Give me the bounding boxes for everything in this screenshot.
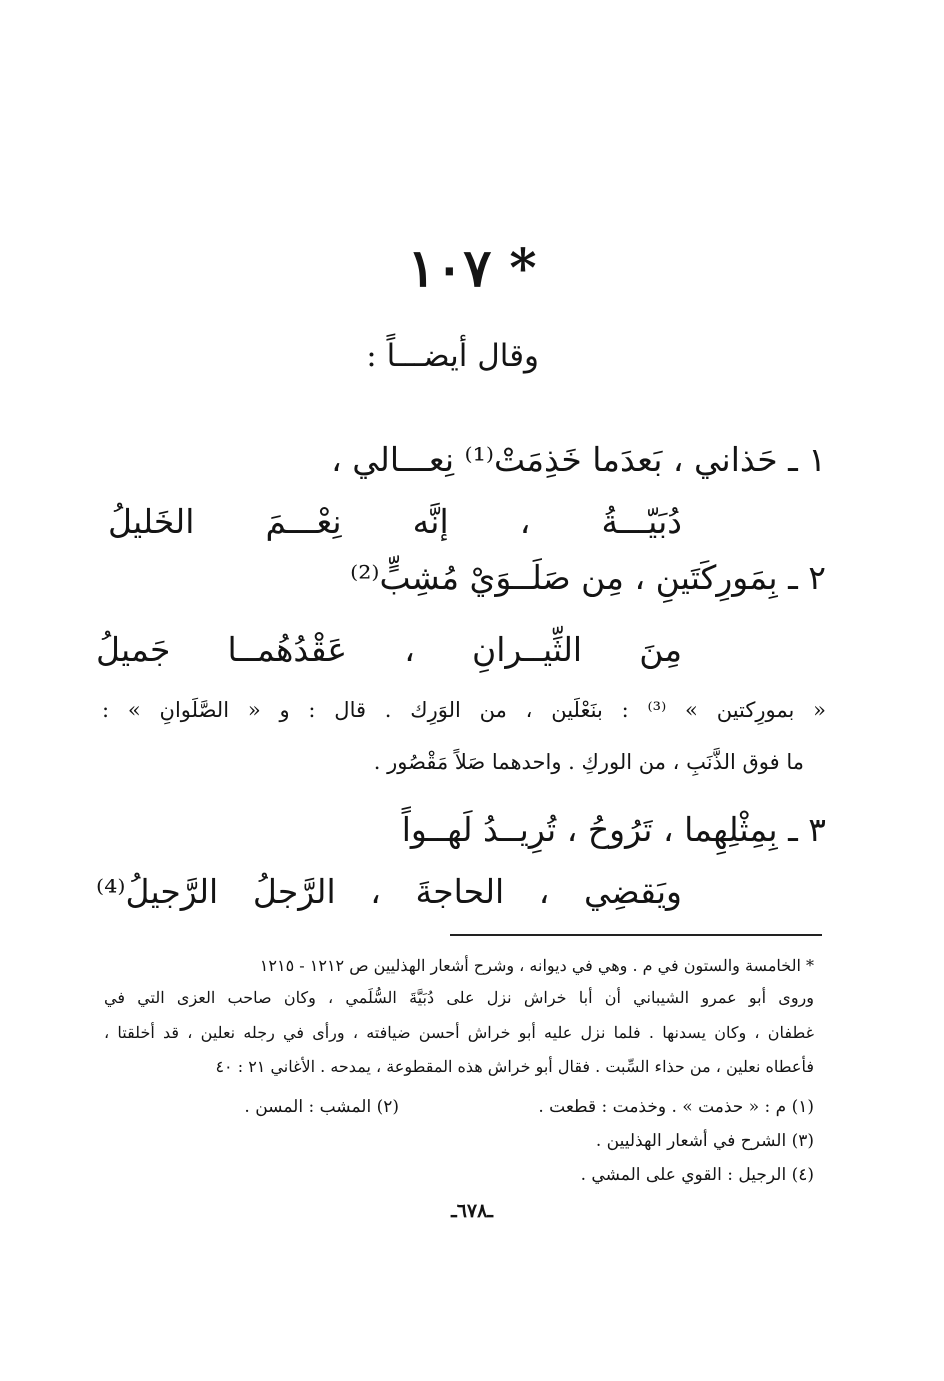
gloss-line-2: ما فوق الذَّنَبِ ، من الوركِ . واحدهما صَلاً مَقْصُور . [373, 750, 804, 774]
verse-1-second-hemistich: دُبَيّـــةُ ، إنَّه نِعْـــمَ الخَليلُ [108, 502, 682, 541]
poem-intro: وقال أيضـــاً : [366, 338, 539, 374]
verse-2-second-hemistich: مِنَ الثِّيــرانِ ، عَقْدُهُمــا جَميلُ [96, 630, 682, 669]
verse-1-first-hemistich: ١ ـ حَذاني ، بَعدَما خَذِمَتْ⁽¹⁾ نِعـــالي ، [331, 440, 826, 479]
gloss-line-1: « بمورِكتين » ⁽³⁾ : بنَعْلَين ، من الوَرِك . قال : و « الصَّلَوانِ » : [102, 698, 826, 722]
footnote-1: (١) م : « حذمت » . وخذمت : قطعت . [538, 1097, 814, 1117]
verse-3-first-hemistich: ٣ ـ بِمِثْلِهِما ، تَرُوحُ ، تُرِيــدُ لَهــواً [401, 810, 826, 849]
footnote-divider [450, 934, 822, 936]
footnote-star-line-4: فأعطاه نعلين ، من حذاء السِّبت . فقال أبو خراش هذه المقطوعة ، يمدحه . الأغاني ٢١ : ٤٠ [215, 1057, 814, 1076]
verse-3-second-hemistich: ويَقضِي ، الحاجةَ ، الرَّجلُ الرَّجيلُ⁽⁴⁾ [96, 872, 682, 911]
poem-number: * ١٠٧ [407, 238, 537, 299]
footnote-star-line-2: وروى أبو عمرو الشيباني أن أبا خراش نزل على دُبَيَّةَ السُّلَمي ، وكان صاحب العزى التي في [104, 988, 814, 1007]
footnote-star-line-1: * الخامسة والستون في م . وهي في ديوانه ، وشرح أشعار الهذليين ص ١٢١٢ - ١٢١٥ [259, 956, 814, 975]
verse-2-first-hemistich: ٢ ـ بِمَورِكَتَينِ ، مِن صَلَــوَيْ مُشِبٍّ⁽²⁾ [350, 558, 826, 597]
footnote-4: (٤) الرجيل : القوي على المشي . [580, 1165, 814, 1185]
footnote-star-line-3: غطفان ، وكان يسدنها . فلما نزل عليه أبو خراش أحسن ضيافته ، ورأى في رجله نعلين ، قد أخلقتا ، [104, 1023, 814, 1042]
page-number: ـ٦٧٨ـ [451, 1200, 493, 1222]
footnote-3: (٣) الشرح في أشعار الهذليين . [595, 1131, 814, 1151]
footnote-2: (٢) المشب : المسن . [244, 1097, 399, 1117]
